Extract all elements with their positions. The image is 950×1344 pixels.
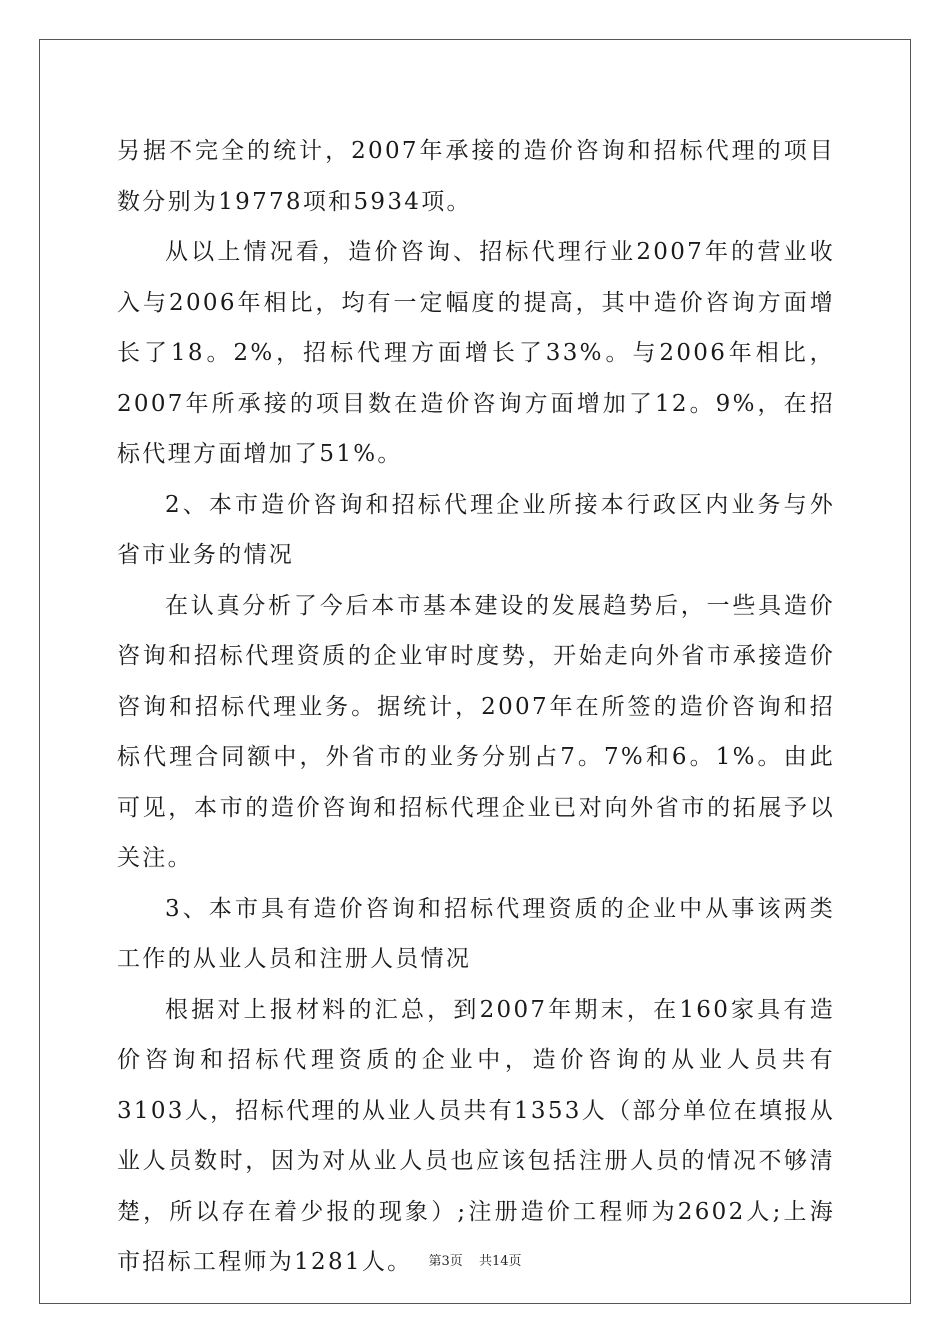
total-pages: 共14页	[478, 1254, 522, 1269]
section-heading-3: 3、本市具有造价咨询和招标代理资质的企业中从事该两类工作的从业人员和注册人员情况	[117, 895, 835, 972]
paragraph-4: 根据对上报材料的汇总，到2007年期末，在160家具有造价咨询和招标代理资质的企业中，造价咨询的从业人员共有3103人，招标代理的从业人员共有1353人（部分单位在填报从业人员数时，因为对从业人员也应该包括注册人员的情况不够清楚，所以存在着少报的现象）;注册造价工程师为2602人;上海市招标工程师为1281人。	[117, 996, 835, 1275]
document-body	[117, 126, 835, 1288]
page-footer	[0, 1250, 950, 1269]
page-number: 第3页	[428, 1254, 463, 1269]
paragraph-3: 在认真分析了今后本市基本建设的发展趋势后，一些具造价咨询和招标代理资质的企业审时度势，开始走向外省市承接造价咨询和招标代理业务。据统计，2007年在所签的造价咨询和招标代理合同额中，外省市的业务分别占7。7%和6。1%。由此可见，本市的造价咨询和招标代理企业已对向外省市的拓展予以关注。	[117, 592, 835, 871]
section-heading-2: 2、本市造价咨询和招标代理企业所接本行政区内业务与外省市业务的情况	[117, 491, 835, 568]
paragraph-2: 从以上情况看，造价咨询、招标代理行业2007年的营业收入与2006年相比，均有一定幅度的提高，其中造价咨询方面增长了18。2%，招标代理方面增长了33%。与2006年相比，2007年所承接的项目数在造价咨询方面增加了12。9%，在招标代理方面增加了51%。	[117, 239, 835, 467]
paragraph-1: 另据不完全的统计，2007年承接的造价咨询和招标代理的项目数分别为19778项和5934项。	[117, 138, 835, 215]
